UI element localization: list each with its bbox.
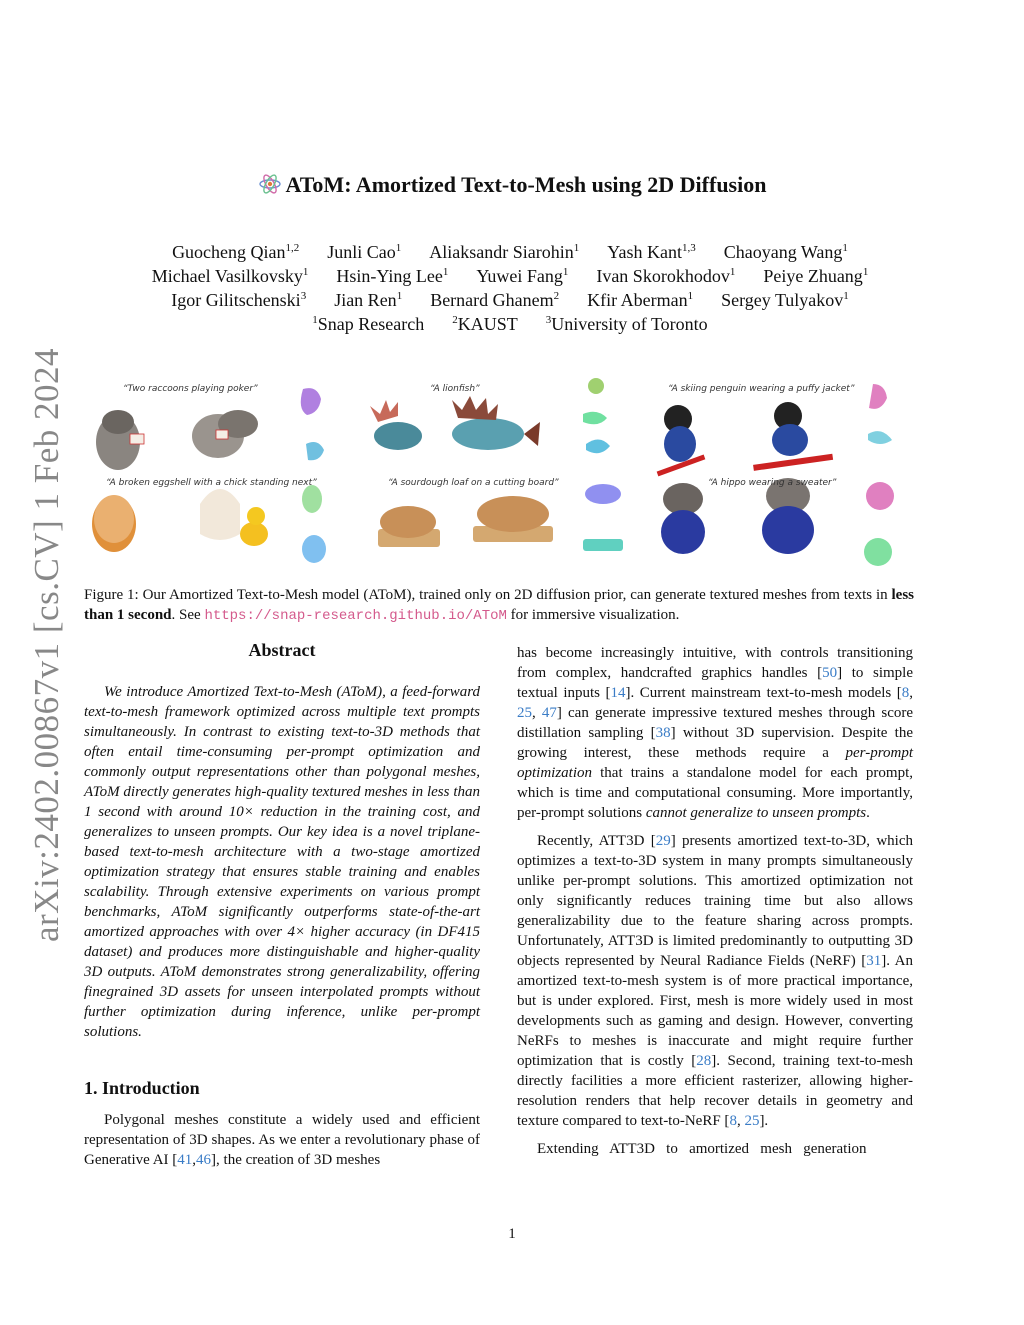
prompt-caption: “A hippo wearing a sweater” (708, 478, 837, 488)
author-name: Sergey Tulyakov$^1$ (721, 290, 849, 310)
raccoons-normals (301, 388, 324, 460)
arxiv-identifier: arXiv:2402.00867v1 [cs.CV] 1 Feb 2024 (27, 347, 66, 943)
author-name: Jian Ren$^1$ (334, 290, 403, 310)
citation-link[interactable]: 29 (655, 833, 671, 849)
author-line-3 (60, 288, 960, 312)
citation-link[interactable]: 28 (696, 1053, 712, 1069)
author-name: Aliaksandr Siarohin$^1$ (429, 242, 580, 262)
penguin-render (657, 402, 833, 476)
author-name: Kfir Aberman$^1$ (587, 290, 694, 310)
author-name: Guocheng Qian$^{1,2}$ (172, 242, 300, 262)
body-paragraph: Extending ATT3D to amortized mesh generation (537, 1141, 867, 1157)
affiliation-marker: 1 (442, 266, 449, 278)
egg-normals (302, 485, 326, 563)
citation-link[interactable]: 14 (610, 685, 626, 701)
citation-link[interactable]: 8 (901, 685, 910, 701)
author-list (60, 240, 960, 336)
citation-link[interactable]: 47 (541, 705, 557, 721)
atom-icon (258, 172, 282, 196)
body-paragraph: Recently, ATT3D [29] presents amortized text-to-3D, which optimizes a text-to-3D system in many prompts simultaneously unlike per-prompt solutions. This amortized optimization not only significantly reduces training time but also allows generalizability due to the feature sharing across prompts. Unfortunately, ATT3D is limited predominantly to outputting 3D objects represented by Neural Radiance Fields (NeRF) [31]. An amortized text-to-mesh system is of more practical importance, but is under explored. First, mesh is more widely used in most developments such as gaming and design. However, converting NeRFs to meshes is inaccurate and might require further optimization that is costly [28]. Second, training text-to-mesh directly facilities a more efficient rasterizer, allowing higher-resolution renders that help recover details in geometry and texture compared to text-to-NeRF [8, 25]. (517, 833, 914, 1129)
author-name: Peiye Zhuang$^1$ (763, 266, 869, 286)
citation-link[interactable]: 46 (196, 1152, 212, 1168)
lionfish-render (370, 396, 540, 450)
author-name: Michael Vasilkovsky$^1$ (151, 266, 309, 286)
prompt-caption: “Two raccoons playing poker” (123, 384, 258, 394)
affiliation: $^2$KAUST (452, 314, 518, 334)
abstract-heading: Abstract (248, 640, 316, 660)
penguin-normals (868, 384, 892, 444)
citation-link[interactable]: 8 (729, 1113, 737, 1129)
author-name: Bernard Ghanem$^2$ (430, 290, 560, 310)
affiliation-marker: 1 (687, 290, 694, 302)
affiliation-marker: 1 (843, 290, 849, 302)
body-paragraph: has become increasingly intuitive, with controls transitioning from complex, handcrafted graphics handles [50] to simple textual inputs [14]. Current mainstream text-to-mesh models [8, 25, 47] can generate impressive textured meshes through score distillation sampling [38] without 3D supervision. Despite the growing interest, these methods require a per-prompt optimization that trains a standalone model for each prompt, which is time and computational consuming. More importantly, per-prompt solutions cannot generalize to unseen prompts. (517, 645, 913, 821)
author-name: Junli Cao$^1$ (327, 242, 402, 262)
abstract-text: We introduce Amortized Text-to-Mesh (AToM), a feed-forward text-to-mesh framework optimized across multiple text prompts simultaneously. In contrast to existing text-to-3D methods that often entail time-consuming per-prompt optimization and commonly output representations other than polygonal meshes, AToM directly generates high-quality textured meshes in less than 1 second with around 10× reduction in the training cost, and generalizes to unseen prompts. Our key idea is a novel triplane-based text-to-mesh architecture with a two-stage amortized optimization strategy that ensures stable training and enables scalability. Through extensive experiments on various prompt benchmarks, AToM significantly outperforms state-of-the-art amortized approaches with over 4× higher accuracy (in DF415 dataset) and produces more distinguishable and higher-quality 3D outputs. AToM demonstrates strong generalizability, offering finegrained 3D assets for unseen interpolated prompts without further optimization during inference, unlike per-prompt solutions. (84, 684, 480, 1040)
author-name: Yuwei Fang$^1$ (476, 266, 569, 286)
author-name: Yash Kant$^{1,3}$ (607, 242, 696, 262)
right-column (517, 643, 913, 1167)
affiliation-marker: 1 (862, 266, 869, 278)
prompt-caption: “A skiing penguin wearing a puffy jacket” (668, 384, 855, 394)
affiliation-marker: 1,2 (285, 242, 300, 254)
affiliation: $^1$Snap Research (312, 314, 425, 334)
citation-link[interactable]: 50 (822, 665, 838, 681)
introduction-heading: 1. Introduction (84, 1078, 200, 1098)
paper-title: AToM: Amortized Text-to-Mesh using 2D Diffusion (285, 172, 767, 197)
intro-paragraph: Polygonal meshes constitute a widely used and efficient representation of 3D shapes. As we enter a revolutionary phase of Generative AI [41,46], the creation of 3D meshes (84, 1112, 480, 1168)
citation-link[interactable]: 41 (177, 1152, 193, 1168)
citation-link[interactable]: 25 (517, 705, 532, 721)
prompt-caption: “A broken eggshell with a chick standing next” (106, 478, 317, 488)
egg-render (92, 489, 268, 552)
affiliation-line (60, 312, 960, 336)
author-name: Igor Gilitschenski$^3$ (171, 290, 307, 310)
arxiv-sidebar (22, 347, 72, 943)
citation-link[interactable]: 25 (744, 1113, 760, 1129)
prompt-caption: “A lionfish” (430, 384, 480, 394)
left-column (84, 640, 480, 1178)
raccoons-render (96, 410, 258, 470)
teaser-illustration (88, 374, 914, 574)
affiliation-marker: 1,3 (681, 242, 696, 254)
author-line-1 (60, 240, 960, 264)
affiliation-marker: 1 (562, 266, 569, 278)
figure-caption: Figure 1: Our Amortized Text-to-Mesh model (AToM), trained only on 2D diffusion prior, can generate textured meshes from texts in less than 1 second. See https://snap-research.github.io/AToM for immersive visualization. (84, 587, 914, 624)
citation-link[interactable]: 38 (655, 725, 671, 741)
bread-render (378, 496, 553, 547)
affiliation: $^3$University of Toronto (545, 314, 708, 334)
project-url-link[interactable]: https://snap-research.github.io/AToM (204, 608, 507, 624)
prompt-caption: “A sourdough loaf on a cutting board” (388, 478, 559, 488)
hippo-normals (864, 482, 894, 566)
affiliation-marker: 1 (842, 242, 848, 254)
page-number: 1 (508, 1226, 516, 1242)
affiliation-marker: 1 (729, 266, 736, 278)
citation-link[interactable]: 31 (866, 953, 882, 969)
affiliation-marker: 2 (553, 290, 560, 302)
teaser-figure (88, 374, 914, 574)
bread-normals (583, 484, 623, 551)
author-name: Ivan Skorokhodov$^1$ (596, 266, 736, 286)
affiliation-marker: 1 (573, 242, 580, 254)
paper-title-block (0, 172, 1024, 198)
affiliation-marker: 1 (395, 242, 402, 254)
author-line-2 (60, 264, 960, 288)
author-name: Chaoyang Wang$^1$ (723, 242, 848, 262)
hippo-render (661, 478, 814, 554)
affiliation-marker: 1 (396, 290, 403, 302)
author-name: Hsin-Ying Lee$^1$ (336, 266, 449, 286)
lionfish-normals (583, 378, 610, 453)
affiliation-marker: 1 (302, 266, 309, 278)
affiliation-marker: 3 (300, 290, 307, 302)
